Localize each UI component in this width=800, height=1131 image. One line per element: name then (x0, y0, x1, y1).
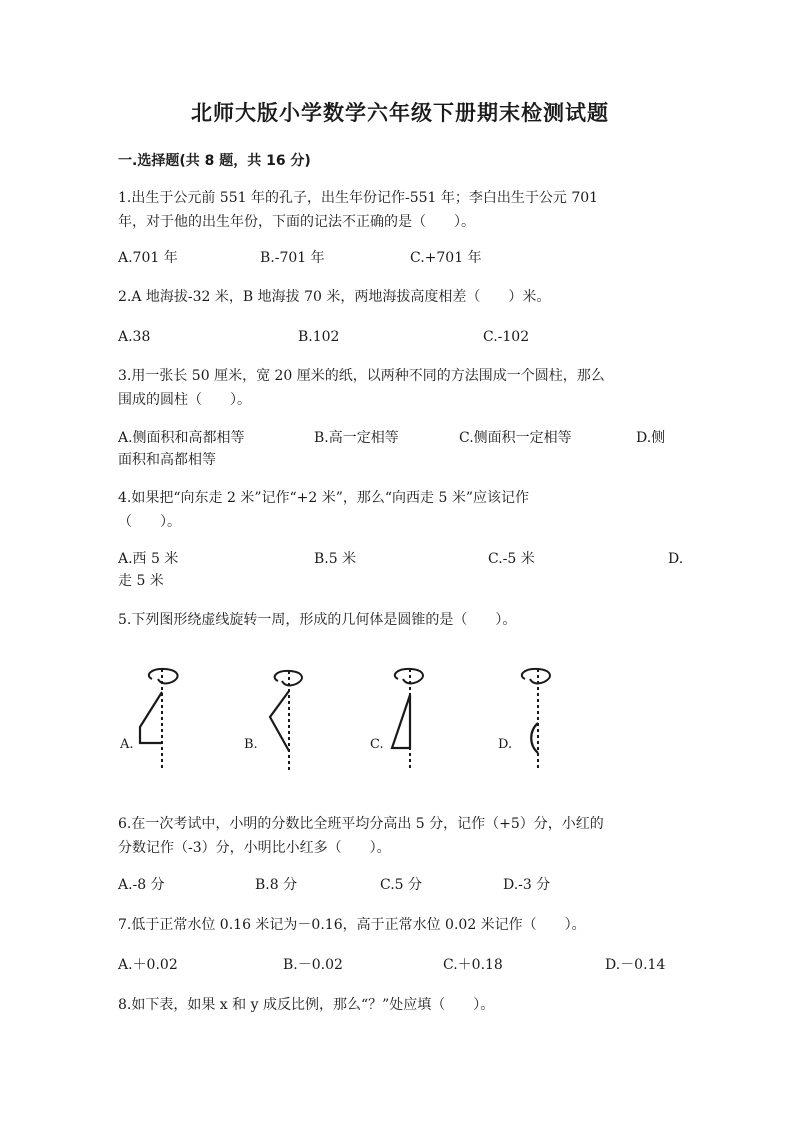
question-3-option-d[interactable]: D.侧 (636, 430, 666, 446)
figure-d-label: D. (498, 737, 513, 752)
question-4-option-c[interactable]: C.-5 米 (488, 551, 535, 567)
question-6 (118, 812, 688, 860)
question-2-option-b[interactable]: B.102 (298, 329, 340, 345)
question-1 (118, 186, 688, 234)
question-3-option-d-continued: 面积和高都相等 (118, 452, 216, 468)
question-2-line-1: 2.A 地海拔-32 米，B 地海拔 70 米，两地海拔高度相差（ ）米。 (118, 289, 551, 305)
rotation-arrow-icon (149, 669, 178, 684)
question-3-option-a[interactable]: A.侧面积和高都相等 (118, 430, 245, 446)
question-6-option-b[interactable]: B.8 分 (255, 877, 298, 893)
question-6-option-d[interactable]: D.-3 分 (503, 877, 551, 893)
page-title: 北师大版小学数学六年级下册期末检测试题 (191, 101, 609, 125)
figure-b-label: B. (244, 737, 258, 752)
question-1-option-c[interactable]: C.+701 年 (410, 250, 482, 266)
question-2 (118, 285, 688, 309)
question-1-options (118, 246, 688, 270)
question-4-option-d[interactable]: D. (668, 551, 684, 567)
question-4-options (118, 547, 688, 571)
question-1-option-b[interactable]: B.-701 年 (260, 250, 325, 266)
figure-c[interactable] (370, 669, 423, 770)
question-3-option-b[interactable]: B.高一定相等 (314, 430, 399, 446)
question-3-options (118, 426, 688, 450)
question-6-option-c[interactable]: C.5 分 (380, 877, 423, 893)
question-7-option-c[interactable]: C.＋0.18 (443, 957, 503, 973)
question-5-line-1: 5.下列图形绕虚线旋转一周，形成的几何体是圆锥的是（ ）。 (118, 612, 517, 628)
figure-a-shape (140, 692, 162, 743)
figure-a-label: A. (120, 737, 134, 752)
question-4-line-1: 4.如果把“向东走 2 米”记作“+2 米”，那么“向西走 5 米”应该记作 (118, 490, 530, 506)
question-6-option-a[interactable]: A.-8 分 (118, 877, 165, 893)
question-4-option-d-continued: 走 5 米 (118, 573, 164, 589)
question-6-line-2: 分数记作（-3）分，小明比小红多（ ）。 (118, 840, 391, 856)
figure-b[interactable] (244, 671, 302, 770)
section-heading: 一.选择题(共 8 题，共 16 分) (118, 153, 311, 169)
figure-c-label: C. (370, 737, 384, 752)
question-1-line-2: 年，对于他的出生年份，下面的记法不正确的是（ ）。 (118, 214, 475, 230)
rotation-figures (110, 655, 670, 785)
question-4-option-b[interactable]: B.5 米 (314, 551, 357, 567)
figure-d[interactable] (498, 669, 550, 770)
question-6-line-1: 6.在一次考试中，小明的分数比全班平均分高出 5 分，记作（+5）分，小红的 (118, 816, 604, 832)
figure-d-shape (531, 723, 538, 753)
question-2-option-a[interactable]: A.38 (118, 329, 151, 345)
question-1-line-1: 1.出生于公元前 551 年的孔子，出生年份记作-551 年；李白出生于公元 701 (118, 190, 599, 206)
question-8-line-1: 8.如下表，如果 x 和 y 成反比例，那么“？”处应填（ ）。 (118, 997, 495, 1013)
question-7-option-b[interactable]: B.－0.02 (283, 957, 343, 973)
question-2-options (118, 325, 688, 349)
question-3-line-2: 围成的圆柱（ ）。 (118, 392, 251, 408)
question-7-options (118, 953, 688, 977)
question-3-option-c[interactable]: C.侧面积一定相等 (459, 430, 572, 446)
question-4 (118, 486, 688, 534)
rotation-arrow-icon (522, 669, 550, 684)
question-1-option-a[interactable]: A.701 年 (118, 250, 178, 266)
figure-b-shape (270, 691, 289, 751)
rotation-arrow-icon (395, 669, 423, 684)
question-3 (118, 364, 688, 412)
question-7-option-a[interactable]: A.＋0.02 (118, 957, 178, 973)
question-7 (118, 913, 688, 937)
question-3-line-1: 3.用一张长 50 厘米，宽 20 厘米的纸，以两种不同的方法围成一个圆柱，那么 (118, 368, 605, 384)
question-7-option-d[interactable]: D.－0.14 (605, 957, 666, 973)
figure-c-shape (392, 695, 410, 748)
question-4-option-a[interactable]: A.西 5 米 (118, 551, 179, 567)
question-2-option-c[interactable]: C.-102 (483, 329, 530, 345)
question-8 (118, 993, 688, 1017)
question-4-line-2: （ ）。 (118, 514, 181, 530)
question-6-options (118, 873, 688, 897)
question-5 (118, 608, 688, 632)
question-7-line-1: 7.低于正常水位 0.16 米记为－0.16，高于正常水位 0.02 米记作（ ）。 (118, 917, 586, 933)
figure-a[interactable] (119, 669, 178, 770)
